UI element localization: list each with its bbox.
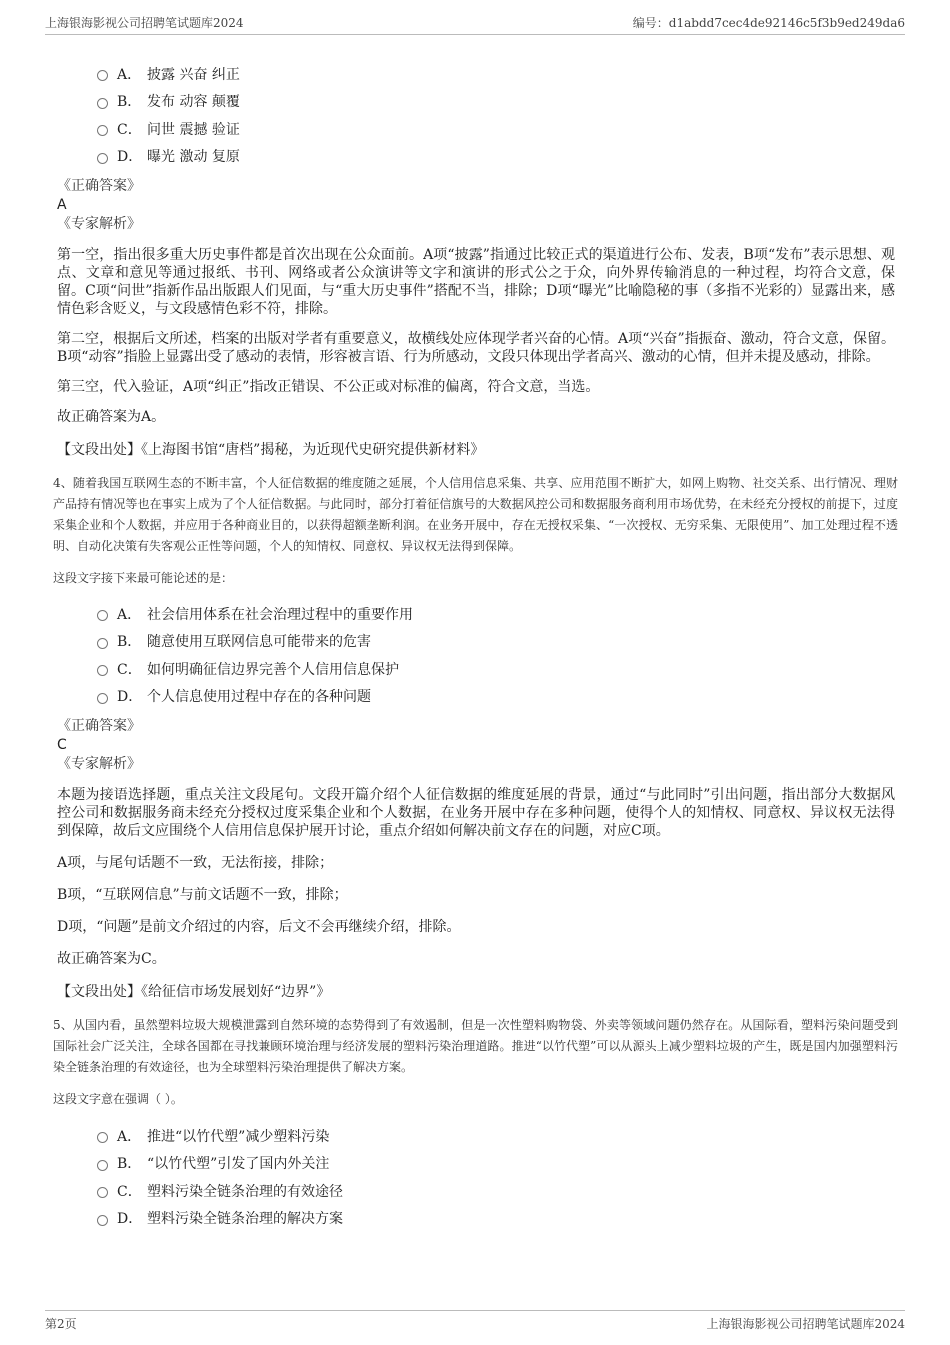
option-letter: C． bbox=[117, 1183, 142, 1200]
radio-icon[interactable] bbox=[97, 693, 108, 704]
analysis-paragraph: D项，“问题”是前文介绍过的内容，后文不会再继续介绍，排除。 bbox=[57, 919, 461, 935]
option-d[interactable] bbox=[97, 143, 895, 171]
footer-title: 上海银海影视公司招聘笔试题库2024 bbox=[706, 1316, 905, 1331]
radio-icon[interactable] bbox=[97, 98, 108, 109]
question-text: 4、随着我国互联网生态的不断丰富，个人征信数据的维度随之延展，个人信用信息采集、共享、应用范围不断扩大，如网上购物、社交关系、出行情况、理财产品持有情况等也在事实上成为了个人征信数据。与此同时，部分打着征信旗号的大数据风控公司和数据服务商利用市场优势，在未经充分授权的前提下，过度采集企业和个人数据，并应用于各种商业目的，以获得超额垄断利润。在业务开展中，存在无授权采集、“一次授权、无穷采集、无限使用”、加工处理过程不透明、自动化决策有失客观公正性等问题，个人的知情权、同意权、异议权无法得到保障。 bbox=[53, 476, 898, 553]
option-text: “以竹代塑”引发了国内外关注 bbox=[147, 1156, 330, 1173]
answer-value: C bbox=[57, 737, 67, 753]
option-text: 披露 兴奋 纠正 bbox=[147, 66, 240, 83]
page-content bbox=[53, 60, 898, 1232]
radio-icon[interactable] bbox=[97, 1215, 108, 1226]
question-prompt: 这段文字意在强调（ ）。 bbox=[53, 1092, 183, 1106]
analysis-paragraph: 故正确答案为C。 bbox=[57, 951, 166, 967]
option-text: 个人信息使用过程中存在的各种问题 bbox=[147, 689, 371, 706]
option-text: 发布 动容 颠覆 bbox=[147, 94, 240, 111]
radio-icon[interactable] bbox=[97, 153, 108, 164]
option-text: 社会信用体系在社会治理过程中的重要作用 bbox=[147, 606, 413, 623]
header-title: 上海银海影视公司招聘笔试题库2024 bbox=[45, 15, 244, 30]
radio-icon[interactable] bbox=[97, 125, 108, 136]
option-letter: C． bbox=[117, 121, 142, 138]
expert-analysis-title: 《专家解析》 bbox=[57, 216, 141, 232]
option-d[interactable] bbox=[97, 1205, 895, 1233]
source-citation: 【文段出处】《给征信市场发展划好“边界”》 bbox=[57, 984, 331, 1000]
option-c[interactable] bbox=[97, 1177, 895, 1205]
option-d[interactable] bbox=[97, 683, 895, 711]
option-text: 问世 震撼 验证 bbox=[147, 121, 240, 138]
radio-icon[interactable] bbox=[97, 1187, 108, 1198]
option-letter: B． bbox=[117, 1156, 142, 1173]
options-list-q5 bbox=[97, 1122, 895, 1232]
option-text: 塑料污染全链条治理的有效途径 bbox=[147, 1183, 343, 1200]
radio-icon[interactable] bbox=[97, 1160, 108, 1171]
option-a[interactable] bbox=[97, 600, 895, 628]
option-b[interactable] bbox=[97, 628, 895, 656]
radio-icon[interactable] bbox=[97, 665, 108, 676]
option-letter: C． bbox=[117, 661, 142, 678]
page-header bbox=[45, 12, 905, 35]
page-number: 第2页 bbox=[45, 1316, 77, 1331]
option-text: 塑料污染全链条治理的解决方案 bbox=[147, 1211, 343, 1228]
option-text: 曝光 激动 复原 bbox=[147, 149, 240, 166]
option-b[interactable] bbox=[97, 1150, 895, 1178]
radio-icon[interactable] bbox=[97, 638, 108, 649]
analysis-paragraph: B项，“互联网信息”与前文话题不一致，排除； bbox=[57, 887, 348, 903]
analysis-paragraph: 第三空，代入验证，A项“纠正”指改正错误、不公正或对标准的偏离，符合文意，当选。 bbox=[57, 379, 600, 395]
option-a[interactable] bbox=[97, 1122, 895, 1150]
option-c[interactable] bbox=[97, 115, 895, 143]
source-citation: 【文段出处】《上海图书馆“唐档”揭秘，为近现代史研究提供新材料》 bbox=[57, 442, 485, 458]
answer-value: A bbox=[57, 197, 67, 213]
question-text: 5、从国内看，虽然塑料垃圾大规模泄露到自然环境的态势得到了有效遏制，但是一次性塑料购物袋、外卖等领域问题仍然存在。从国际看，塑料污染问题受到国际社会广泛关注，全球各国都在寻找兼顾环境治理与经济发展的塑料污染治理道路。推进“以竹代塑”可以从源头上减少塑料垃圾的产生，既是国内加强塑料污染全链条治理的有效途径，也为全球塑料污染治理提供了解决方案。 bbox=[53, 1018, 898, 1074]
analysis-paragraph: 本题为接语选择题，重点关注文段尾句。文段开篇介绍个人征信数据的维度延展的背景，通过“与此同时”引出问题，指出部分大数据风控公司和数据服务商未经充分授权过度采集企业和个人数据，在业务开展中存在多种问题，使得个人的知情权、同意权、异议权无法得到保障，故后文应围绕个人信用信息保护展开讨论，重点介绍如何解决前文存在的问题，对应C项。 bbox=[57, 787, 895, 839]
option-letter: A． bbox=[117, 606, 142, 623]
analysis-paragraph: 第一空，指出很多重大历史事件都是首次出现在公众面前。A项“披露”指通过比较正式的渠道进行公布、发表，B项“发布”表示思想、观点、文章和意见等通过报纸、书刊、网络或者公众演讲等文字和演讲的形式公之于众，向外界传输消息的一种过程，均符合文意，保留。C项“问世”指新作品出版跟人们见面，与“重大历史事件”搭配不当，排除；D项“曝光”比喻隐秘的事（多指不光彩的）显露出来，感情色彩含贬义，与文段感情色彩不符，排除。 bbox=[57, 247, 895, 317]
answer-title: 《正确答案》 bbox=[57, 718, 141, 734]
expert-analysis-title: 《专家解析》 bbox=[57, 756, 141, 772]
option-text: 如何明确征信边界完善个人信用信息保护 bbox=[147, 661, 399, 678]
option-text: 推进“以竹代塑”减少塑料污染 bbox=[147, 1128, 330, 1145]
option-c[interactable] bbox=[97, 655, 895, 683]
options-list-q3 bbox=[97, 60, 895, 170]
question-prompt: 这段文字接下来最可能论述的是： bbox=[53, 571, 234, 585]
analysis-paragraph: A项，与尾句话题不一致，无法衔接，排除； bbox=[57, 855, 334, 871]
radio-icon[interactable] bbox=[97, 1132, 108, 1143]
option-a[interactable] bbox=[97, 60, 895, 88]
analysis-paragraph: 第二空，根据后文所述，档案的出版对学者有重要意义，故横线处应体现学者兴奋的心情。A项“兴奋”指振奋、激动，符合文意，保留。B项“动容”指脸上显露出受了感动的表情，形容被言语、行为所感动，文段只体现出学者高兴、激动的心情，但并未提及感动，排除。 bbox=[57, 331, 895, 365]
document-number: 编号：d1abdd7cec4de92146c5f3b9ed249da6 bbox=[632, 15, 905, 30]
option-text: 随意使用互联网信息可能带来的危害 bbox=[147, 634, 371, 651]
answer-title: 《正确答案》 bbox=[57, 178, 141, 194]
options-list-q4 bbox=[97, 600, 895, 710]
option-letter: A． bbox=[117, 66, 142, 83]
radio-icon[interactable] bbox=[97, 70, 108, 81]
option-letter: D． bbox=[117, 1211, 143, 1228]
option-letter: D． bbox=[117, 689, 143, 706]
page-footer bbox=[45, 1310, 905, 1333]
option-letter: D． bbox=[117, 149, 143, 166]
analysis-paragraph: 故正确答案为A。 bbox=[57, 409, 166, 425]
option-letter: A． bbox=[117, 1128, 142, 1145]
option-letter: B． bbox=[117, 634, 142, 651]
option-b[interactable] bbox=[97, 88, 895, 116]
radio-icon[interactable] bbox=[97, 610, 108, 621]
option-letter: B． bbox=[117, 94, 142, 111]
